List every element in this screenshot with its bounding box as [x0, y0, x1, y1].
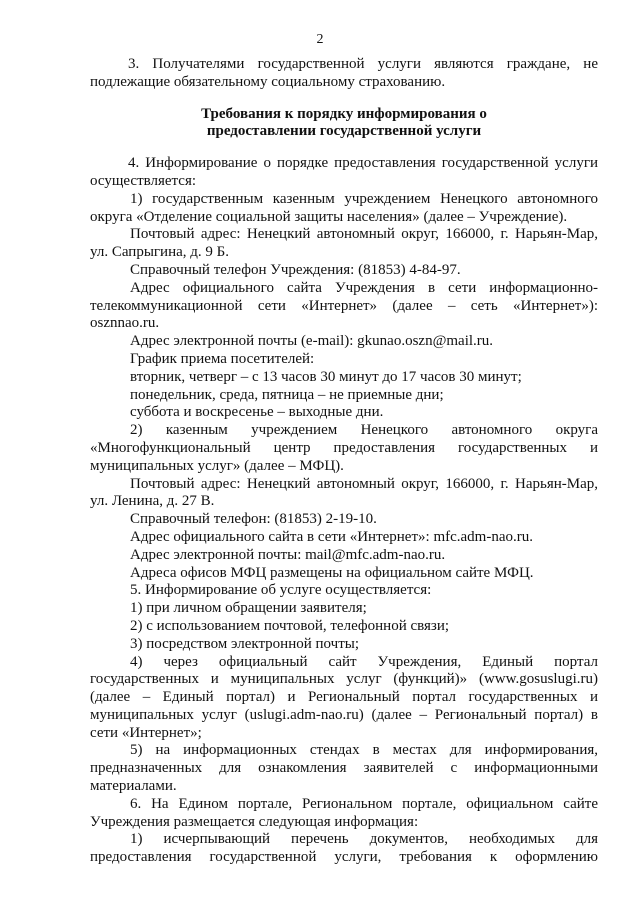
list-item: 1) исчерпывающий перечень документов, необходимых для — [130, 831, 598, 848]
page-number: 2 — [316, 32, 324, 47]
list-item: 4) через официальный сайт Учреждения, Единый портал — [130, 653, 598, 670]
list-item: округа «Отделение социальной защиты населения» (далее – Учреждение). — [90, 208, 568, 225]
list-item: сети «Интернет»; — [90, 724, 202, 741]
list-item: 1) при личном обращении заявителя; — [130, 600, 367, 617]
list-item: муниципальных услуг (uslugi.adm-nao.ru) (далее – Региональный портал) в — [90, 706, 598, 723]
website-address: Адрес официального сайта Учреждения в сети информационно- — [130, 279, 598, 296]
phone-number: Справочный телефон Учреждения: (81853) 4-84-97. — [130, 261, 461, 278]
postal-address: ул. Сапрыгина, д. 9 Б. — [90, 244, 230, 261]
paragraph-3-line: 3. Получателями государственной услуги являются граждане, не — [128, 56, 598, 72]
postal-address: Почтовый адрес: Ненецкий автономный округ, 166000, г. Нарьян-Мар, — [130, 475, 598, 492]
website-address: телекоммуникационной сети «Интернет» (далее – сеть «Интернет»): — [90, 297, 598, 314]
list-item: государственных и муниципальных услуг (функций)» (www.gosuslugi.ru) — [90, 671, 598, 688]
document-body — [90, 56, 598, 867]
paragraph-6-line: Учреждения размещается следующая информация: — [90, 813, 419, 830]
list-item: 3) посредством электронной почты; — [130, 635, 359, 652]
paragraph-3-line: подлежащие обязательному социальному страхованию. — [90, 73, 446, 90]
schedule-title: График приема посетителей: — [130, 350, 315, 367]
list-item: муниципальных услуг» (далее – МФЦ). — [90, 457, 344, 474]
list-item: предназначенных для ознакомления заявителей с информационными — [90, 760, 598, 777]
offices-note: Адреса офисов МФЦ размещены на официальном сайте МФЦ. — [130, 564, 534, 581]
list-item: 2) казенным учреждением Ненецкого автономного округа — [130, 422, 598, 439]
list-item: предоставления государственной услуги, требования к оформлению — [90, 849, 598, 866]
paragraph-6-line: 6. На Едином портале, Региональном портале, официальном сайте — [130, 795, 598, 812]
postal-address: ул. Ленина, д. 27 В. — [90, 493, 215, 510]
website-address: osznnao.ru. — [90, 315, 160, 332]
paragraph-4-line: осуществляется: — [90, 172, 197, 189]
list-item: (далее – Единый портал) и Региональный портал государственных и — [90, 689, 598, 706]
postal-address: Почтовый адрес: Ненецкий автономный округ, 166000, г. Нарьян-Мар, — [130, 226, 598, 243]
paragraph-5-line: 5. Информирование об услуге осуществляется: — [130, 582, 432, 599]
list-item: 5) на информационных стендах в местах для информирования, — [130, 742, 598, 759]
list-item: 2) с использованием почтовой, телефонной связи; — [130, 617, 450, 634]
schedule-line: суббота и воскресенье – выходные дни. — [130, 404, 384, 421]
list-item: «Многофункциональный центр предоставления государственных и — [90, 439, 598, 456]
email-address: Адрес электронной почты (e-mail): gkunao.oszn@mail.ru. — [130, 333, 494, 350]
schedule-line: понедельник, среда, пятница – не приемные дни; — [130, 386, 444, 403]
phone-number: Справочный телефон: (81853) 2-19-10. — [130, 511, 377, 528]
website-address: Адрес официального сайта в сети «Интернет»: mfc.adm-nao.ru. — [130, 528, 533, 545]
list-item: материалами. — [90, 778, 177, 795]
list-item: 1) государственным казенным учреждением Ненецкого автономного — [130, 190, 598, 207]
section-heading: Требования к порядку информирования о — [201, 105, 487, 122]
email-address: Адрес электронной почты: mail@mfc.adm-nao.ru. — [130, 546, 446, 563]
section-heading: предоставлении государственной услуги — [206, 123, 482, 140]
paragraph-4-line: 4. Информирование о порядке предоставления государственной услуги — [128, 155, 598, 172]
schedule-line: вторник, четверг – с 13 часов 30 минут до 17 часов 30 минут; — [130, 368, 522, 385]
